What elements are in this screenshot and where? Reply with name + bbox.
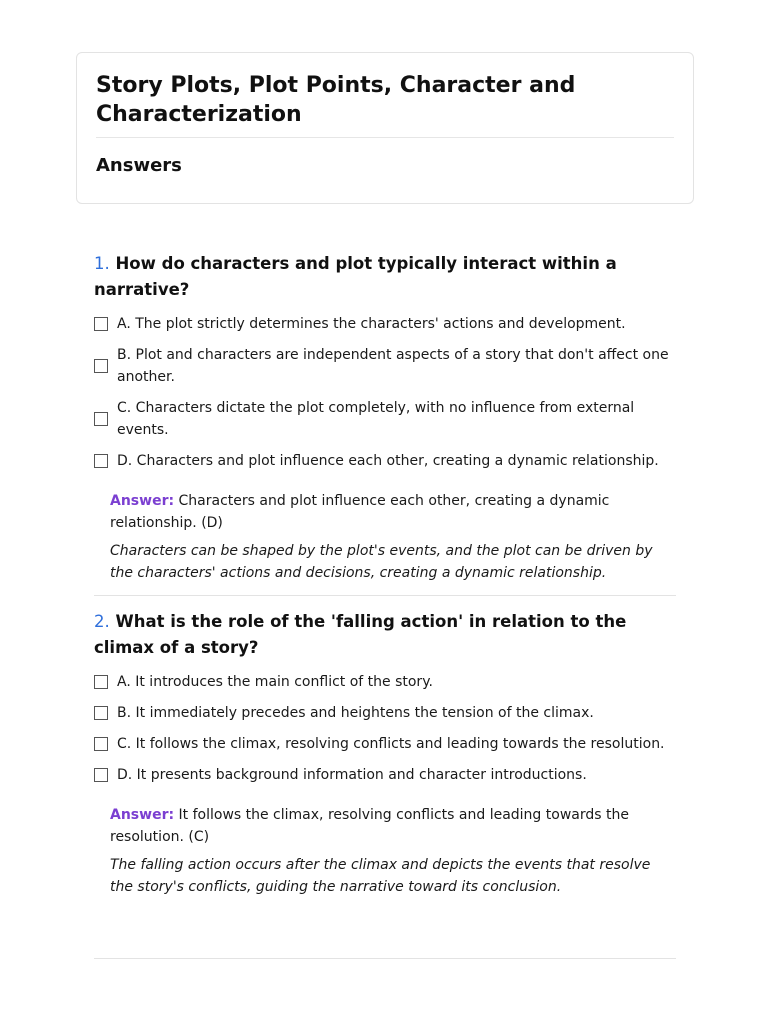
answer-explanation: The falling action occurs after the climax and depicts the events that resolve the story's conflicts, guiding the narrative toward its conclusion. xyxy=(110,857,651,895)
option-text: B. Plot and characters are independent aspects of a story that don't affect one another. xyxy=(117,347,669,385)
option-text: D. It presents background information and character introductions. xyxy=(117,767,587,783)
question-number: 1. xyxy=(94,254,110,273)
checkbox[interactable] xyxy=(94,737,108,751)
question-heading xyxy=(94,251,676,303)
option-c[interactable] xyxy=(94,733,676,755)
option-text: C. Characters dictate the plot completely, with no influence from external events. xyxy=(117,400,635,438)
answer-text: Characters and plot influence each other, creating a dynamic relationship. (D) xyxy=(110,493,610,531)
option-c[interactable] xyxy=(94,397,676,441)
title-divider xyxy=(96,137,674,138)
section-divider xyxy=(94,958,676,959)
option-a[interactable] xyxy=(94,313,676,335)
answer-label: Answer: xyxy=(110,493,175,509)
option-b[interactable] xyxy=(94,344,676,388)
option-b[interactable] xyxy=(94,702,676,724)
page-title: Story Plots, Plot Points, Character and Characterization xyxy=(96,73,576,127)
option-text: D. Characters and plot influence each other, creating a dynamic relationship. xyxy=(117,453,659,469)
question-1 xyxy=(94,251,676,584)
checkbox[interactable] xyxy=(94,706,108,720)
answer-line xyxy=(110,804,676,848)
question-2 xyxy=(94,609,676,898)
checkbox[interactable] xyxy=(94,359,108,373)
option-d[interactable] xyxy=(94,450,676,472)
option-text: C. It follows the climax, resolving conflicts and leading towards the resolution. xyxy=(117,736,665,752)
option-d[interactable] xyxy=(94,764,676,786)
answer-label: Answer: xyxy=(110,807,175,823)
answer-block xyxy=(110,804,676,898)
option-text: B. It immediately precedes and heightens the tension of the climax. xyxy=(117,705,594,721)
header-card xyxy=(76,52,694,204)
checkbox[interactable] xyxy=(94,768,108,782)
question-text: How do characters and plot typically interact within a narrative? xyxy=(94,254,617,299)
question-number: 2. xyxy=(94,612,110,631)
answer-line xyxy=(110,490,676,534)
answer-block xyxy=(110,490,676,584)
checkbox[interactable] xyxy=(94,454,108,468)
question-heading xyxy=(94,609,676,661)
checkbox[interactable] xyxy=(94,317,108,331)
answer-text: It follows the climax, resolving conflicts and leading towards the resolution. (C) xyxy=(110,807,629,845)
option-list xyxy=(94,313,676,472)
checkbox[interactable] xyxy=(94,412,108,426)
option-list xyxy=(94,671,676,786)
option-text: A. The plot strictly determines the characters' actions and development. xyxy=(117,316,626,332)
option-text: A. It introduces the main conflict of the story. xyxy=(117,674,433,690)
checkbox[interactable] xyxy=(94,675,108,689)
question-text: What is the role of the 'falling action' in relation to the climax of a story? xyxy=(94,612,627,657)
section-divider xyxy=(94,595,676,596)
option-a[interactable] xyxy=(94,671,676,693)
page-subtitle: Answers xyxy=(96,155,182,176)
answer-explanation: Characters can be shaped by the plot's events, and the plot can be driven by the characters' actions and decisions, creating a dynamic relationship. xyxy=(110,543,653,581)
